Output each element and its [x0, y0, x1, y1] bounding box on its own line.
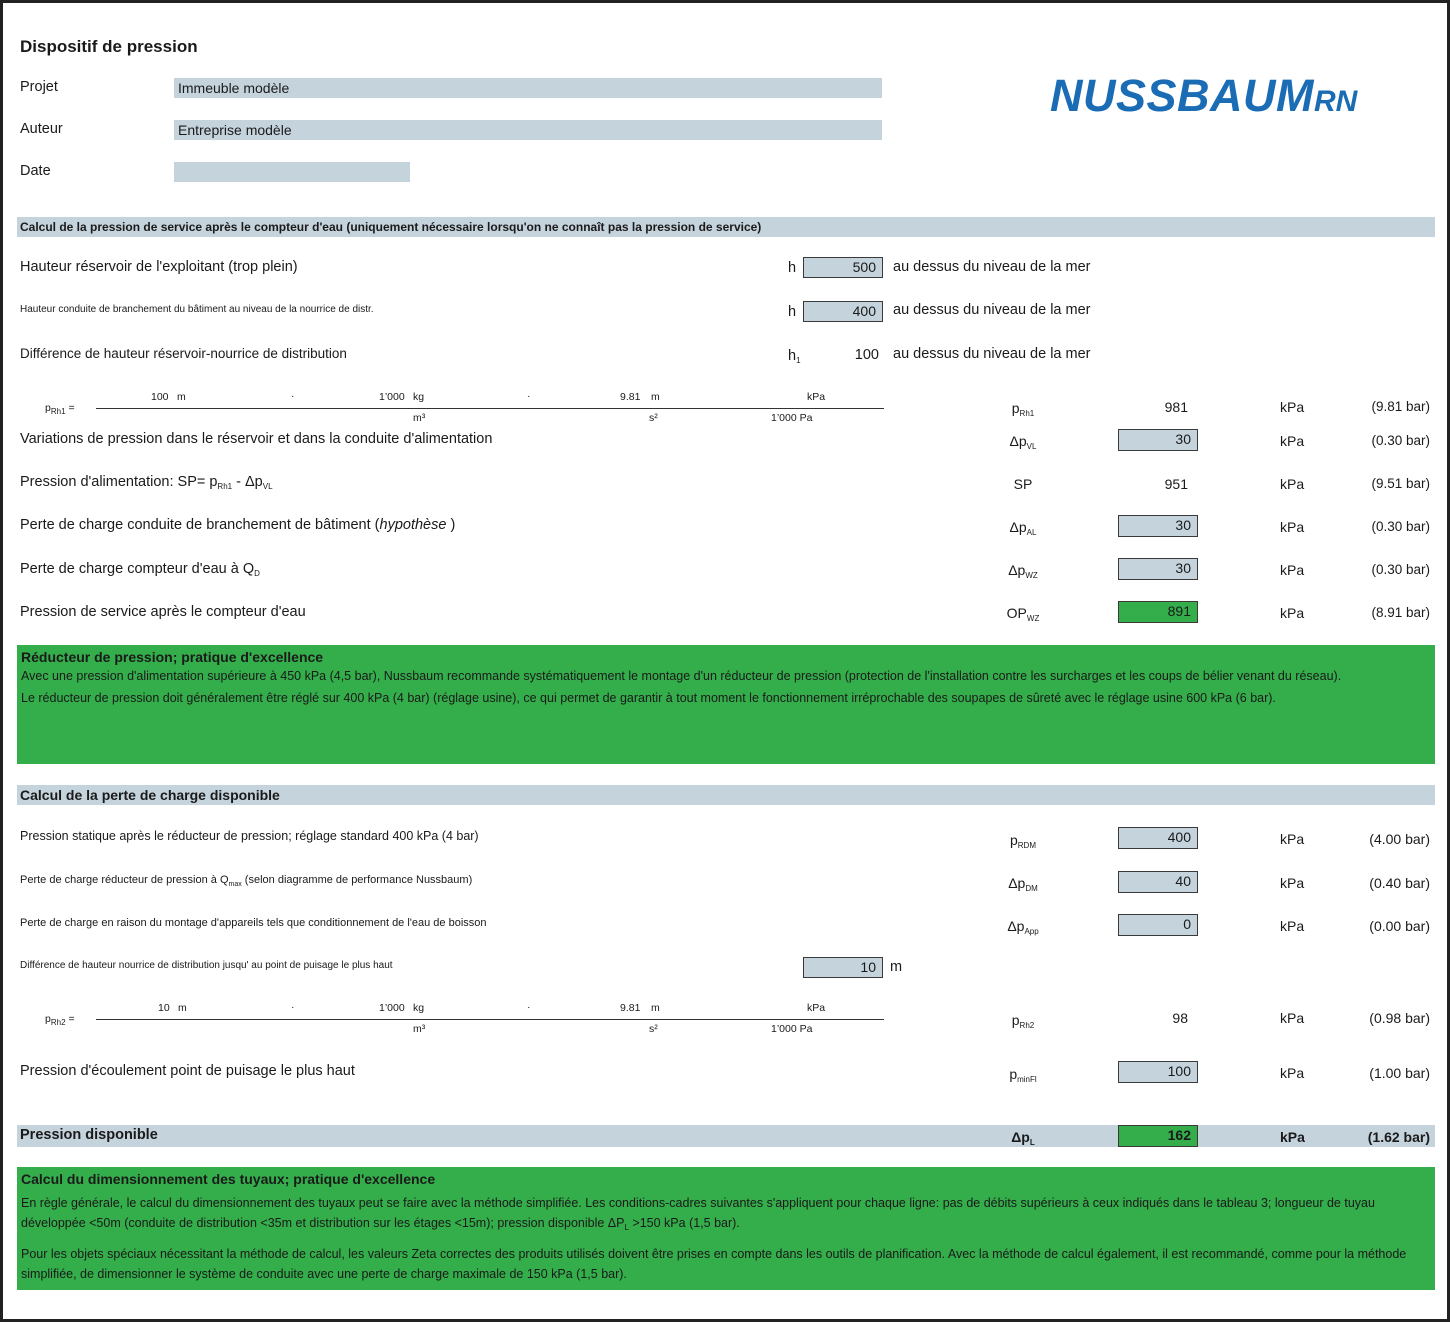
prdm-sym: $p_{RDM}$ — [1009, 832, 1036, 850]
reducteur-info-title: Réducteur de pression; pratique d'excellence — [21, 649, 324, 665]
height-label: Différence de hauteur nourrice de distribution jusqu' au point de puisage le plus haut — [20, 960, 393, 971]
dpwz-bar: (0.30 bar) — [1371, 562, 1430, 577]
dpapp-unit: kPa — [1280, 918, 1305, 934]
input-hauteur-conduite[interactable]: 400 — [803, 301, 883, 322]
input-dpdm[interactable]: 40 — [1118, 871, 1198, 893]
dispo-unit: kPa — [1280, 1129, 1305, 1145]
section1-header: Calcul de la pression de service après le compteur d'eau (uniquement nécessaire lorsqu'on ne connaît pas la pression de service) — [17, 217, 1435, 237]
prdm-bar: (4.00 bar) — [1369, 831, 1430, 847]
section2-header: Calcul de la perte de charge disponible — [17, 785, 1435, 805]
row-hauteur-conduite-unit: au dessus du niveau de la mer — [893, 302, 1091, 318]
dimensionnement-info-p2: Pour les objets spéciaux nécessitant la méthode de calcul, les valeurs Zeta correctes des produits utilisés doivent être prises en compte dans les outils de planification. Avec la méthode de calcul également, il est recommandé, comme pour la méthode simplifiée, de dimensionner le système de conduite avec une perte de charge maximale de 150 kPa (1,5 bar). — [21, 1247, 1407, 1281]
opwz-bar: (8.91 bar) — [1371, 605, 1430, 620]
prh1-bar: (9.81 bar) — [1371, 399, 1430, 414]
dpwz-sym: $\Delta p_{WZ}$ — [1008, 562, 1038, 580]
row-difference-label: Différence de hauteur réservoir-nourrice de distribution — [20, 346, 347, 361]
dpapp-bar: (0.00 bar) — [1369, 918, 1430, 934]
date-field[interactable] — [174, 162, 410, 182]
result-dispo: 162 — [1118, 1125, 1198, 1147]
input-dpwz[interactable]: 30 — [1118, 558, 1198, 580]
row-difference-sym: $h_1$ — [788, 348, 801, 365]
dimensionnement-info-box — [17, 1167, 1435, 1290]
dpvl-bar: (0.30 bar) — [1371, 433, 1430, 448]
height-unit: m — [890, 959, 903, 975]
pminfl-sym: $p_{minFl}$ — [1009, 1066, 1037, 1084]
reducteur-info-p1: Avec une pression d'alimentation supérieure à 450 kPa (4,5 bar), Nussbaum recommande systématiquement le montage d'un réducteur de pression (protection de l'installation contre les surcharges et les coups de bélier venant du réseau). — [21, 669, 1342, 683]
prdm-unit: kPa — [1280, 831, 1305, 847]
row-hauteur-reservoir-unit: au dessus du niveau de la mer — [893, 259, 1091, 275]
projet-field[interactable]: Immeuble modèle — [174, 78, 882, 98]
sp-label: Pression d'alimentation: $SP= p_{Rh1} - \Delta p_{VL}$ — [20, 474, 273, 491]
dpdm-sym: $\Delta p_{DM}$ — [1008, 875, 1038, 893]
dpwz-label: Perte de charge compteur d'eau à $Q_D$ — [20, 561, 260, 578]
input-height-nourrice[interactable]: 10 — [803, 957, 883, 978]
sp-unit: kPa — [1280, 476, 1305, 492]
prh1-sym: $p_{Rh1}$ — [1011, 400, 1035, 418]
page-title: Dispositif de pression — [20, 37, 198, 56]
prh1-value: 981 — [1164, 399, 1188, 415]
input-prdm[interactable]: 400 — [1118, 827, 1198, 849]
dispo-bar: (1.62 bar) — [1367, 1129, 1430, 1145]
result-opwz: 891 — [1118, 601, 1198, 623]
date-label: Date — [20, 163, 51, 179]
nussbaum-logo — [1050, 70, 1357, 122]
auteur-field[interactable]: Entreprise modèle — [174, 120, 882, 140]
prh2-sym: $p_{Rh2}$ — [1011, 1012, 1035, 1030]
sp-bar: (9.51 bar) — [1371, 476, 1430, 491]
input-dpvl[interactable]: 30 — [1118, 429, 1198, 451]
prh2-unit: kPa — [1280, 1010, 1305, 1026]
dpapp-label: Perte de charge en raison du montage d'appareils tels que conditionnement de l'eau de boisson — [20, 917, 487, 929]
auteur-label: Auteur — [20, 121, 63, 137]
input-hauteur-reservoir[interactable]: 500 — [803, 257, 883, 278]
row-hauteur-reservoir-label: Hauteur réservoir de l'exploitant (trop plein) — [20, 259, 298, 275]
reducteur-info-box — [17, 645, 1435, 764]
dpvl-sym: $\Delta p_{VL}$ — [1009, 433, 1037, 451]
reducteur-info-p2: Le réducteur de pression doit généralement être réglé sur 400 kPa (4 bar) (réglage usine), ce qui permet de garantir à tout moment le fonctionnement irréprochable des soupapes de sûreté avec le réglage usine 600 kPa (6 bar). — [21, 691, 1276, 705]
pminfl-bar: (1.00 bar) — [1369, 1065, 1430, 1081]
pminfl-label: Pression d'écoulement point de puisage le plus haut — [20, 1063, 355, 1079]
dpvl-unit: kPa — [1280, 433, 1305, 449]
dpapp-sym: $\Delta p_{App}$ — [1007, 918, 1039, 936]
row-hauteur-conduite-label: Hauteur conduite de branchement du bâtiment au niveau de la nourrice de distr. — [20, 304, 374, 315]
row-hauteur-conduite-sym: h — [788, 304, 797, 320]
logo-text: NUSSBAUM — [1050, 70, 1315, 121]
dpal-unit: kPa — [1280, 519, 1305, 535]
sp-value: 951 — [1164, 476, 1188, 492]
dpal-label: Perte de charge conduite de branchement de bâtiment (hypothèse ) — [20, 517, 456, 533]
opwz-sym: $OP_{WZ}$ — [1006, 605, 1040, 623]
sp-sym: SP — [1013, 476, 1033, 492]
input-dpal[interactable]: 30 — [1118, 515, 1198, 537]
dpal-bar: (0.30 bar) — [1371, 519, 1430, 534]
dispo-sym: $\Delta p_L$ — [1011, 1129, 1035, 1147]
dimensionnement-info-p1: En règle générale, le calcul du dimensionnement des tuyaux peut se faire avec la méthode simplifiée. Les conditions-cadres suivantes s'appliquent pour chaque ligne: pas de débits supérieurs à ceux indiqués dans le tableau 3; longueur de tuyau développée <50m (conduite de distribution <35m et distribution sur les étages <15m); pression disponible $\Delta P_L >150$ kPa (1,5 bar). — [21, 1196, 1375, 1232]
opwz-unit: kPa — [1280, 605, 1305, 621]
prh2-value: 98 — [1172, 1010, 1188, 1026]
dpdm-unit: kPa — [1280, 875, 1305, 891]
input-dpapp[interactable]: 0 — [1118, 914, 1198, 936]
dpwz-unit: kPa — [1280, 562, 1305, 578]
dpdm-label: Perte de charge réducteur de pression à $Q_{max}$ (selon diagramme de performance Nussbaum) — [20, 874, 473, 888]
row-difference-unit: au dessus du niveau de la mer — [893, 346, 1091, 362]
logo-suffix: RN — [1314, 85, 1358, 118]
dpal-sym: $\Delta p_{AL}$ — [1009, 519, 1037, 537]
prdm-label: Pression statique après le réducteur de pression; réglage standard 400 kPa (4 bar) — [20, 829, 479, 843]
dispo-label: Pression disponible — [20, 1127, 158, 1143]
row-difference-value: 100 — [854, 347, 879, 363]
dpdm-bar: (0.40 bar) — [1369, 875, 1430, 891]
dimensionnement-info-title: Calcul du dimensionnement des tuyaux; pratique d'excellence — [21, 1171, 436, 1187]
prh2-bar: (0.98 bar) — [1369, 1010, 1430, 1026]
dpvl-label: Variations de pression dans le réservoir et dans la conduite d'alimentation — [20, 431, 493, 447]
opwz-label: Pression de service après le compteur d'eau — [20, 604, 306, 620]
prh1-unit: kPa — [1280, 399, 1305, 415]
input-pminfl[interactable]: 100 — [1118, 1061, 1198, 1083]
pminfl-unit: kPa — [1280, 1065, 1305, 1081]
projet-label: Projet — [20, 79, 58, 95]
row-hauteur-reservoir-sym: h — [788, 260, 797, 276]
pression-disponible-band — [17, 1125, 1435, 1147]
